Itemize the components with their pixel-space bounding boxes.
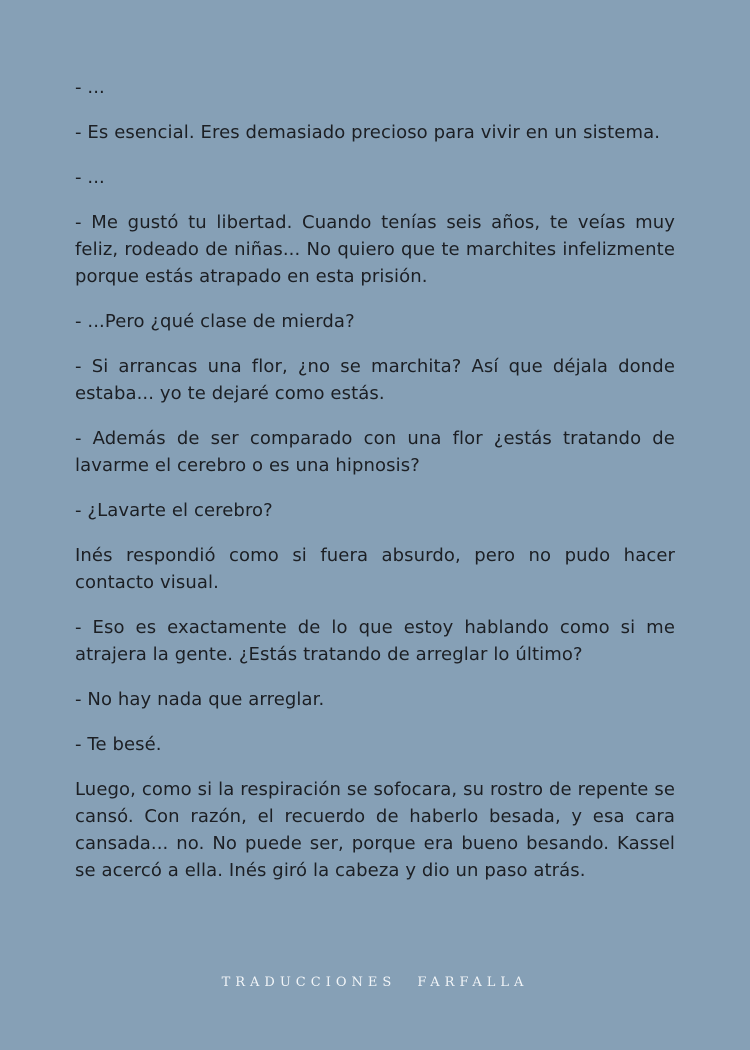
footer-credit [0,975,750,990]
paragraph: - Eso es exactamente de lo que estoy hablando como si me atrajera la gente. ¿Estás tratando de arreglar lo último? [75,617,675,665]
paragraph: - ... [75,77,105,98]
footer-word: TRADUCCIONES [221,975,397,990]
paragraph: Inés respondió como si fuera absurdo, pero no pudo hacer contacto visual. [75,545,675,593]
paragraph: - Además de ser comparado con una flor ¿estás tratando de lavarme el cerebro o es una hipnosis? [75,428,675,476]
paragraph: - ... [75,167,105,188]
page-body [75,74,675,902]
paragraph: - Te besé. [75,734,162,755]
paragraph: - Me gustó tu libertad. Cuando tenías seis años, te veías muy feliz, rodeado de niñas... No quiero que te marchites infelizmente porque estás atrapado en esta prisión. [75,212,675,287]
paragraph: - ¿Lavarte el cerebro? [75,500,273,521]
paragraph: Luego, como si la respiración se sofocara, su rostro de repente se cansó. Con razón, el recuerdo de haberlo besada, y esa cara cansada... no. No puede ser, porque era bueno besando. Kassel se acercó a ella. Inés giró la cabeza y dio un paso atrás. [75,779,675,881]
paragraph: - ...Pero ¿qué clase de mierda? [75,311,355,332]
paragraph: - Si arrancas una flor, ¿no se marchita? Así que déjala donde estaba... yo te dejaré como estás. [75,356,675,404]
footer-word: FARFALLA [417,975,529,990]
paragraph: - No hay nada que arreglar. [75,689,325,710]
paragraph: - Es esencial. Eres demasiado precioso para vivir en un sistema. [75,122,661,143]
